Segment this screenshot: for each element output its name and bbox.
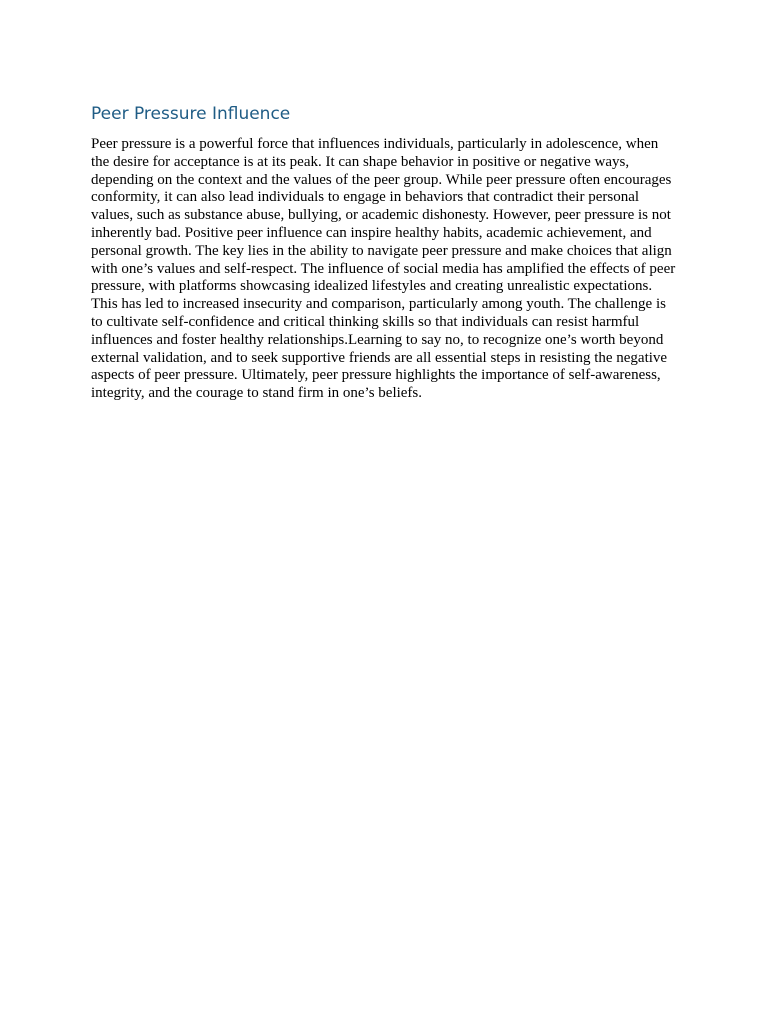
document-title: Peer Pressure Influence <box>91 104 291 124</box>
document-content <box>91 102 678 403</box>
body-paragraph: Peer pressure is a powerful force that influences individuals, particularly in adolescence, when the desire for acceptance is at its peak. It can shape behavior in positive or negative ways, depending on the context and the values of the peer group. While peer pressure often encourages conformity, it can also lead individuals to engage in behaviors that contradict their personal values, such as substance abuse, bullying, or academic dishonesty. However, peer pressure is not inherently bad. Positive peer influence can inspire healthy habits, academic achievement, and personal growth. The key lies in the ability to navigate peer pressure and make choices that align with one’s values and self-respect. The influence of social media has amplified the effects of peer pressure, with platforms showcasing idealized lifestyles and creating unrealistic expectations. This has led to increased insecurity and comparison, particularly among youth. The challenge is to cultivate self-confidence and critical thinking skills so that individuals can resist harmful influences and foster healthy relationships.Learning to say no, to recognize one’s worth beyond external validation, and to seek supportive friends are all essential steps in resisting the negative aspects of peer pressure. Ultimately, peer pressure highlights the importance of self-awareness, integrity, and the courage to stand firm in one’s beliefs. <box>91 136 676 402</box>
